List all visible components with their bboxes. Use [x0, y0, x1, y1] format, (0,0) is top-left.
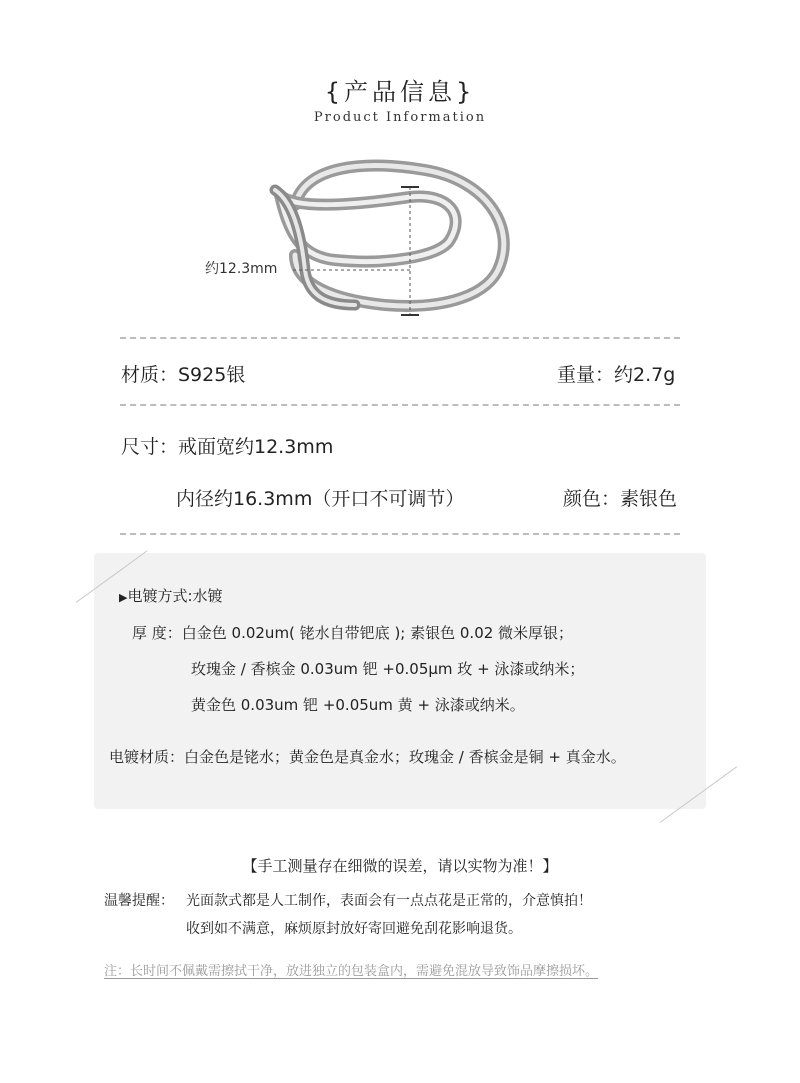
divider	[120, 533, 680, 535]
ring-illustration	[195, 145, 525, 325]
care-note: 注：长时间不佩戴需擦拭干净，放进独立的包装盒内，需避免混放导致饰品摩擦损坏。	[104, 964, 599, 979]
divider	[120, 404, 680, 406]
plating-thickness-line-1: 厚 度：白金色 0.02um( 铑水自带钯底 ); 素银色 0.02 微米厚银；	[132, 624, 574, 642]
ring-product-image	[195, 145, 525, 325]
plating-method: ▶电镀方式:水镀	[119, 587, 223, 605]
plating-thickness-line-3: 黄金色 0.03um 钯 +0.05um 黄 + 泳漆或纳米。	[191, 696, 525, 714]
color-spec: 颜色：素银色	[563, 488, 678, 510]
warm-reminder-line-1: 光面款式都是人工制作，表面会有一点点花是正常的，介意慎拍！	[186, 893, 592, 909]
size-spec: 尺寸：戒面宽约12.3mm	[121, 436, 334, 458]
divider	[120, 337, 680, 339]
dimension-label: 约12.3mm	[205, 261, 278, 277]
warm-reminder-label: 温馨提醒：	[104, 893, 174, 909]
page-title: {产品信息}	[324, 78, 476, 106]
weight-spec: 重量：约2.7g	[557, 364, 676, 386]
material-spec: 材质：S925银	[121, 364, 246, 386]
warm-reminder-line-2: 收到如不满意，麻烦原封放好寄回避免刮花影响退货。	[186, 921, 522, 937]
plating-thickness-line-2: 玫瑰金 / 香槟金 0.03um 钯 +0.05μm 玫 + 泳漆或纳米；	[191, 660, 585, 678]
triangle-bullet-icon: ▶	[119, 591, 128, 604]
plating-material: 电镀材质：白金色是铑水；黄金色是真金水；玫瑰金 / 香槟金是铜 + 真金水。	[109, 748, 626, 766]
page-subtitle: Product Information	[313, 110, 487, 125]
inner-diameter-spec: 内径约16.3mm（开口不可调节）	[176, 488, 465, 510]
measurement-notice: 【手工测量存在细微的误差，请以实物为准！】	[242, 857, 558, 875]
